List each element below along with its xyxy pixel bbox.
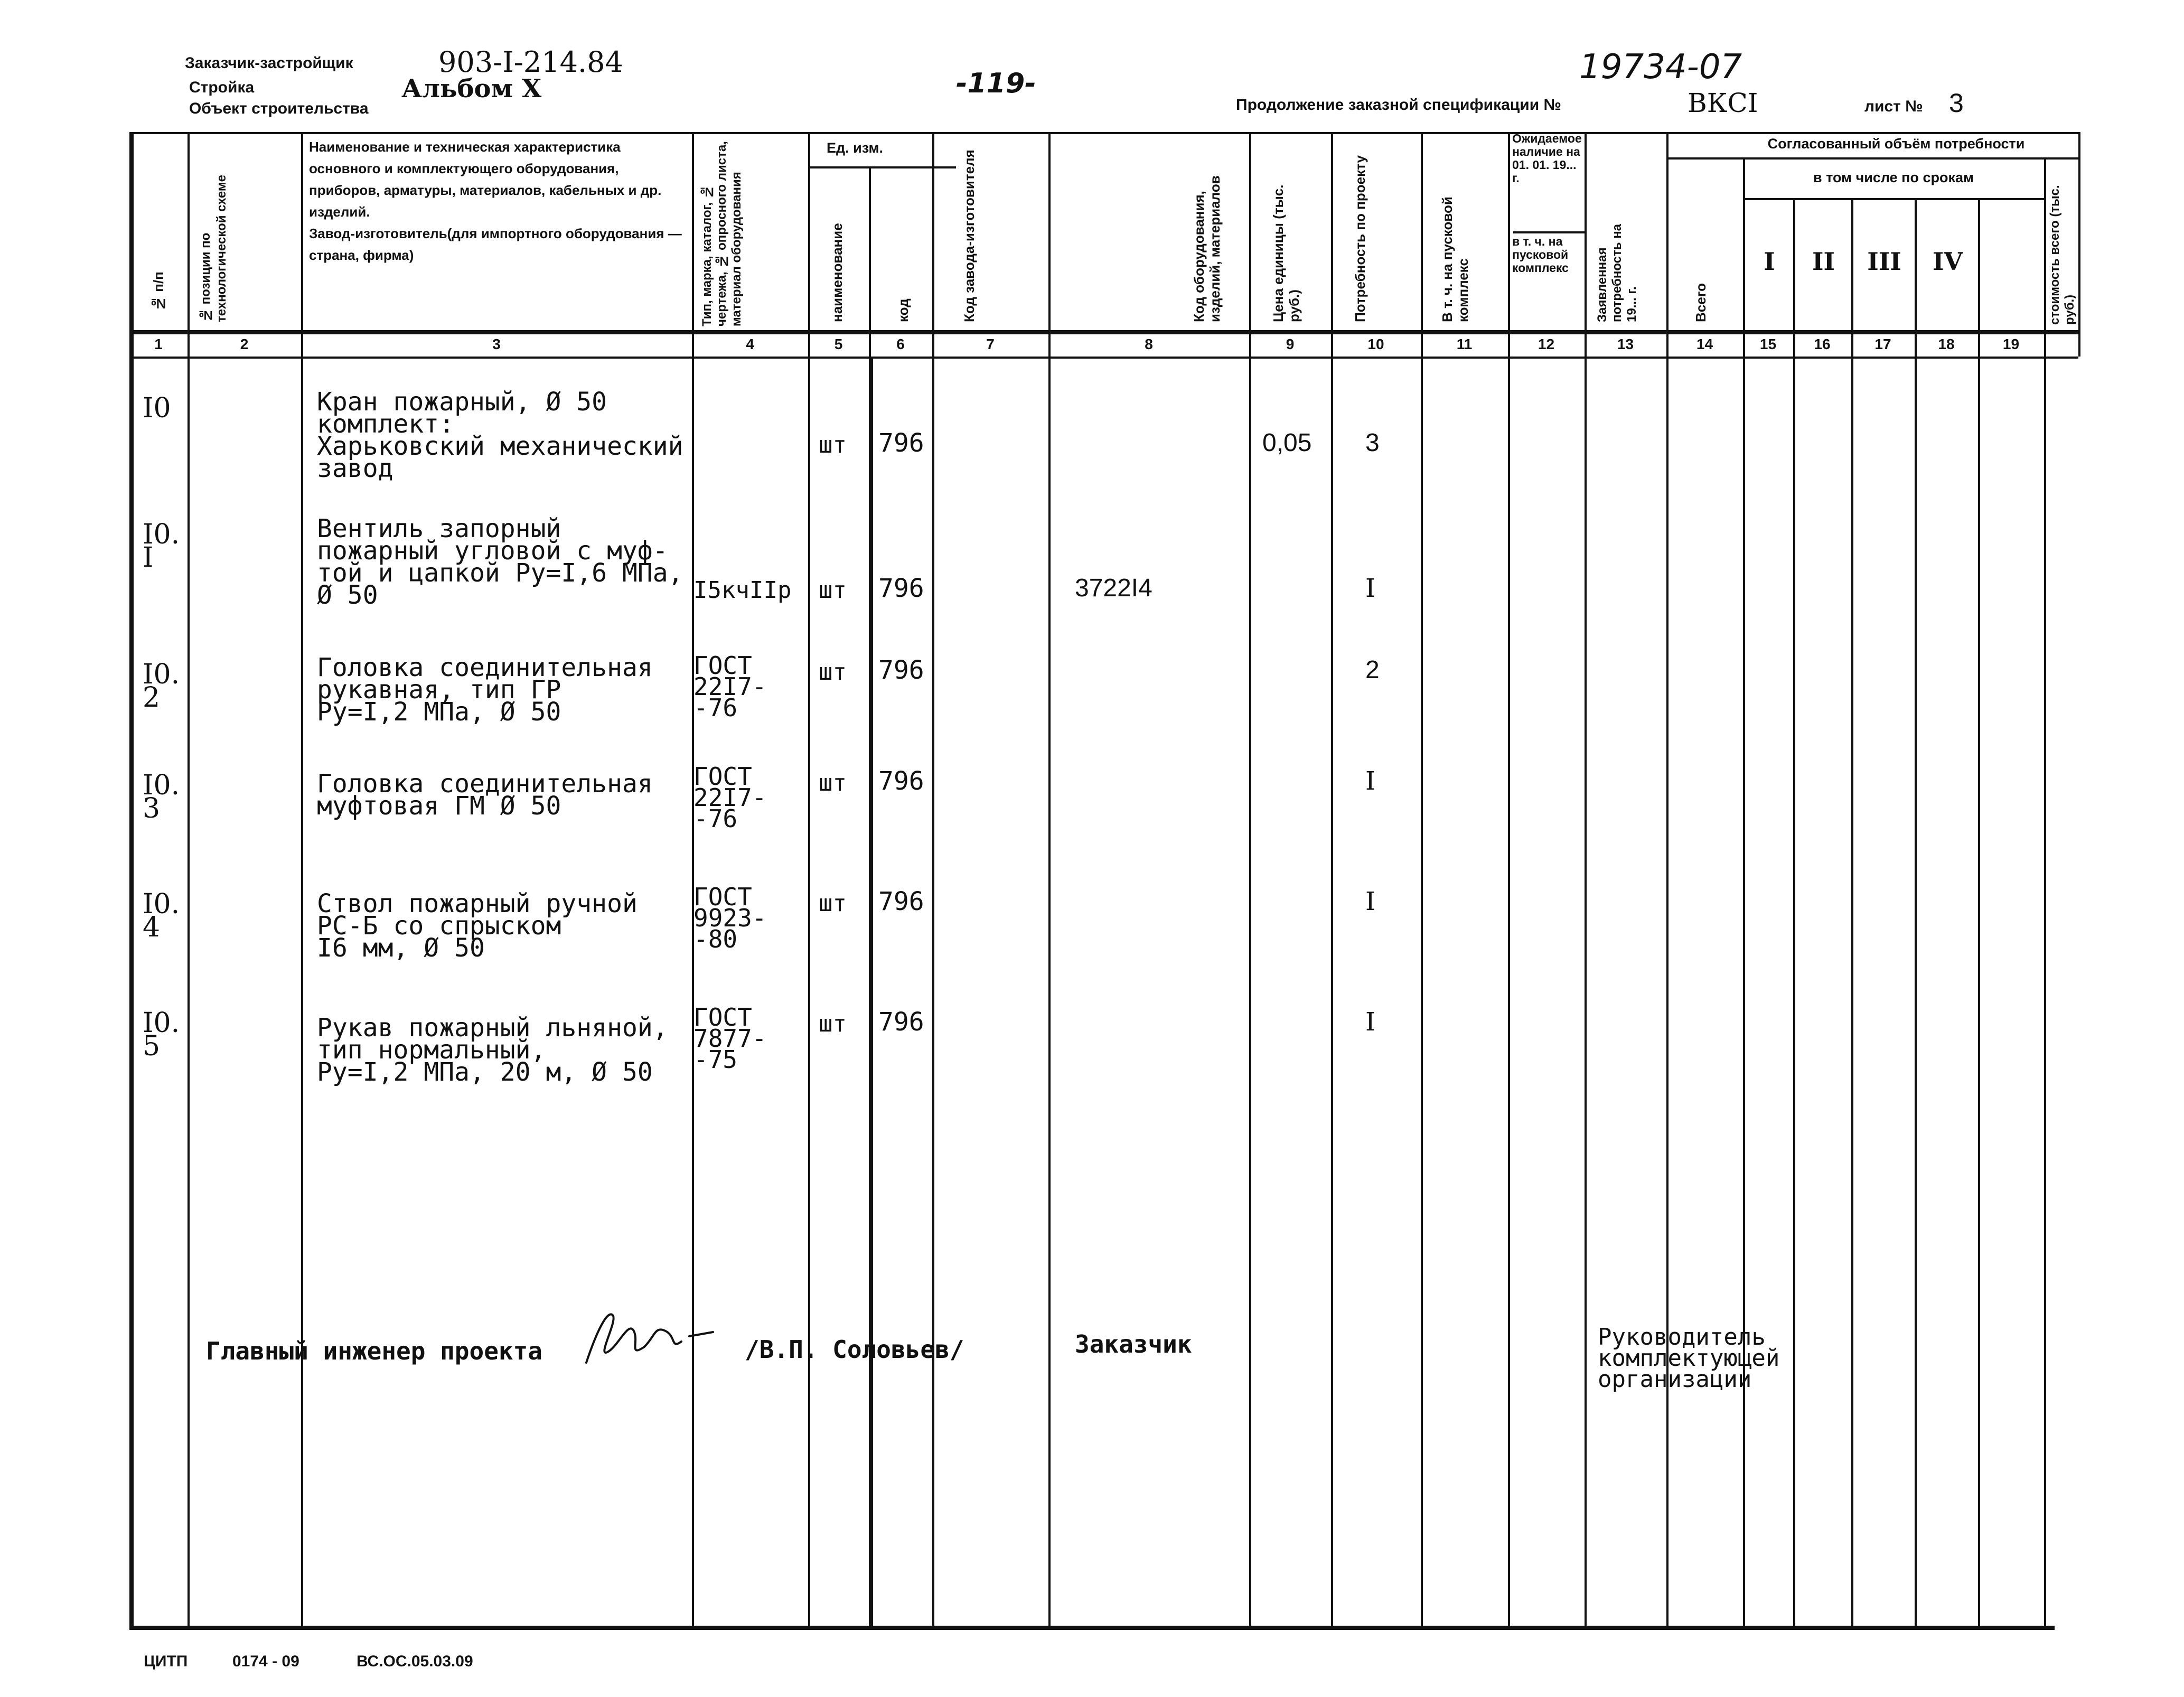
- col-border-3: [692, 132, 694, 1626]
- header-unit-price: Цена единицы (тыс. руб.): [1270, 184, 1302, 322]
- column-number: 13: [1617, 336, 1634, 352]
- header-startup-complex: В т. ч. на пусковой комплекс: [1439, 196, 1471, 322]
- column-number: 1: [154, 336, 163, 352]
- row-qty: 2: [1365, 656, 1380, 684]
- supplier-head-label: Руководитель комплектующей организации: [1598, 1324, 1780, 1393]
- row-type: ГОСТ 22I7- -76: [693, 651, 767, 722]
- row-number: I0. I: [143, 519, 180, 574]
- column-number: 9: [1286, 336, 1295, 352]
- header-term-4: IV: [1932, 247, 1963, 276]
- row-unit-code: 796: [878, 428, 924, 458]
- row-unit-code: 796: [878, 766, 924, 796]
- row-number: I0: [143, 392, 171, 424]
- column-number: 5: [834, 336, 843, 352]
- signature-scribble: [576, 1299, 734, 1373]
- sheet-label: лист №: [1864, 98, 1923, 115]
- column-number: 14: [1696, 336, 1713, 352]
- column-number: 12: [1538, 336, 1555, 352]
- row-name: Головка соединительная муфтовая ГМ Ø 50: [317, 769, 653, 821]
- row-unit: шт: [819, 577, 847, 604]
- header-by-terms: в том числе по срокам: [1813, 170, 1974, 185]
- col-border-4: [808, 132, 810, 1626]
- column-number: 19: [2002, 336, 2020, 352]
- header-total-cost: стоимость всего (тыс. руб.): [2048, 185, 2077, 325]
- table-bottom-rule: [129, 1626, 2055, 1630]
- row-name: Ствол пожарный ручной РС-Б со спрыском I6 мм, Ø 50: [317, 889, 638, 963]
- row-unit: шт: [819, 890, 847, 917]
- header-term-3: III: [1867, 247, 1901, 276]
- col-border-15: [1793, 198, 1795, 1626]
- footer-org: ЦИТП: [144, 1653, 188, 1670]
- column-number: 10: [1367, 336, 1384, 352]
- header-total: Всего: [1693, 283, 1709, 322]
- col-border-8: [1249, 132, 1251, 1626]
- row-number: I0. 2: [143, 659, 180, 714]
- row-unit: шт: [819, 659, 847, 686]
- album-label: Альбом X: [401, 74, 542, 104]
- column-number: 4: [746, 336, 754, 352]
- column-number: 16: [1814, 336, 1831, 352]
- row-qty: I: [1365, 887, 1375, 916]
- col-border-17: [1915, 198, 1917, 1626]
- header-unit-code: код: [895, 298, 911, 322]
- header-term-2: II: [1812, 247, 1835, 276]
- row-type: I5кчIIр: [693, 577, 792, 604]
- header-unit-group: Ед. изм.: [827, 140, 883, 156]
- col-border-6: [932, 132, 934, 1626]
- col-border-7: [1048, 132, 1051, 1626]
- column-number: 15: [1759, 336, 1777, 352]
- object-label: Объект строительства: [189, 100, 369, 117]
- terms-group-rule: [1743, 198, 2044, 200]
- row-unit: шт: [819, 770, 847, 796]
- row-number: I0. 5: [143, 1007, 180, 1062]
- col-border-5-thick: [869, 357, 873, 1626]
- column-number: 2: [240, 336, 249, 352]
- column-number: 11: [1456, 336, 1473, 352]
- row-number: I0. 3: [143, 770, 180, 824]
- row-equipment-code: 3722I4: [1075, 574, 1152, 602]
- header-row-number: № п/п: [151, 271, 166, 312]
- column-number: 17: [1874, 336, 1891, 352]
- row-type: ГОСТ 22I7- -76: [693, 762, 767, 833]
- customer-label: Заказчик-застройщик: [185, 54, 353, 72]
- col-border-0: [129, 132, 134, 1630]
- header-agreed-volume: Согласованный объём потребности: [1767, 136, 2025, 152]
- chief-engineer-name: /В.П. Соловьев/: [745, 1335, 964, 1364]
- row-qty: I: [1365, 1007, 1375, 1037]
- col-border-2: [301, 132, 303, 1626]
- col-border-1: [188, 132, 190, 1626]
- col-border-14: [1743, 157, 1745, 1626]
- row-unit-code: 796: [878, 574, 924, 603]
- header-name: Наименование и техническая характеристика основного и комплектующего оборудования, приборов, арматуры, материалов, кабельных и др. изделий. Завод-изготовитель(для импортного оборудования — страна, фирма): [309, 139, 682, 263]
- row-qty: 3: [1365, 429, 1380, 457]
- spec-code: ВКСI: [1688, 88, 1758, 118]
- row-type: ГОСТ 9923- -80: [693, 883, 767, 953]
- footer-code-1: 0174 - 09: [232, 1653, 299, 1670]
- row-unit-code: 796: [878, 887, 924, 916]
- page-number: -119-: [956, 68, 1036, 99]
- column-number: 6: [896, 336, 905, 352]
- header-type: Тип, марка, каталог, № чертежа, № опросного листа, материал оборудования: [700, 141, 744, 326]
- row-name: Кран пожарный, Ø 50 комплект: Харьковский механический завод: [317, 387, 683, 483]
- header-equipment-code: Код оборудования, изделий, материалов: [1191, 175, 1223, 322]
- header-factory-code: Код завода-изготовителя: [961, 149, 977, 322]
- row-unit-code: 796: [878, 655, 924, 685]
- column-number: 8: [1145, 336, 1153, 352]
- header-term-1: I: [1764, 247, 1775, 276]
- project-code: 903-I-214.84: [438, 45, 623, 79]
- row-number: I0. 4: [143, 888, 180, 943]
- header-unit-name: наименование: [829, 223, 845, 322]
- agreed-group-rule: [1666, 157, 2078, 160]
- col-border-11: [1508, 132, 1510, 1626]
- row-unit: шт: [819, 1010, 847, 1037]
- document-number: 19734-07: [1579, 48, 1742, 87]
- row-name: Вентиль запорный пожарный угловой с муф- той и цапкой Ру=I,6 МПа, Ø 50: [317, 514, 683, 610]
- column-number: 7: [986, 336, 995, 352]
- site-label: Стройка: [189, 79, 255, 96]
- header-declared-need: Заявленная потребность на 19... г.: [1595, 223, 1639, 322]
- header-expected-stock-startup: в т. ч. на пусковой комплекс: [1512, 235, 1569, 275]
- footer-code-2: ВС.ОС.05.03.09: [357, 1653, 473, 1670]
- sheet-number: 3: [1949, 88, 1964, 118]
- continuation-label: Продолжение заказной спецификации №: [1236, 96, 1561, 114]
- column-number: 3: [492, 336, 501, 352]
- column-number-rule: [129, 357, 2078, 359]
- chief-engineer-label: Главный инженер проекта: [206, 1337, 542, 1365]
- row-name: Головка соединительная рукавная, тип ГР Ру=I,2 МПа, Ø 50: [317, 653, 653, 727]
- header-position: № позиции по технологической схеме: [199, 174, 229, 322]
- header-required-qty: Потребность по проекту: [1352, 155, 1368, 322]
- row-price: 0,05: [1262, 429, 1312, 457]
- row-name: Рукав пожарный льняной, тип нормальный, Ру=I,2 МПа, 20 м, Ø 50: [317, 1013, 668, 1087]
- col-border-19: [2044, 157, 2046, 1626]
- stock-split-rule: [1513, 231, 1585, 233]
- row-qty: I: [1365, 574, 1375, 603]
- column-number: 18: [1938, 336, 1955, 352]
- row-type: ГОСТ 7877- -75: [693, 1003, 767, 1074]
- row-qty: I: [1365, 766, 1375, 796]
- col-border-12: [1585, 132, 1587, 1626]
- col-border-9: [1331, 132, 1333, 1626]
- specification-table: [129, 132, 2089, 1639]
- customer-label-signature: Заказчик: [1075, 1330, 1192, 1358]
- col-border-13: [1666, 132, 1669, 1626]
- col-border-16: [1851, 198, 1853, 1626]
- row-unit-code: 796: [878, 1007, 924, 1037]
- col-border-10: [1421, 132, 1423, 1626]
- table-top-rule: [129, 132, 2078, 134]
- row-unit: шт: [819, 432, 847, 458]
- col-border-18: [1978, 198, 1980, 1626]
- header-expected-stock: Ожидаемое наличие на 01. 01. 19... г.: [1512, 132, 1582, 185]
